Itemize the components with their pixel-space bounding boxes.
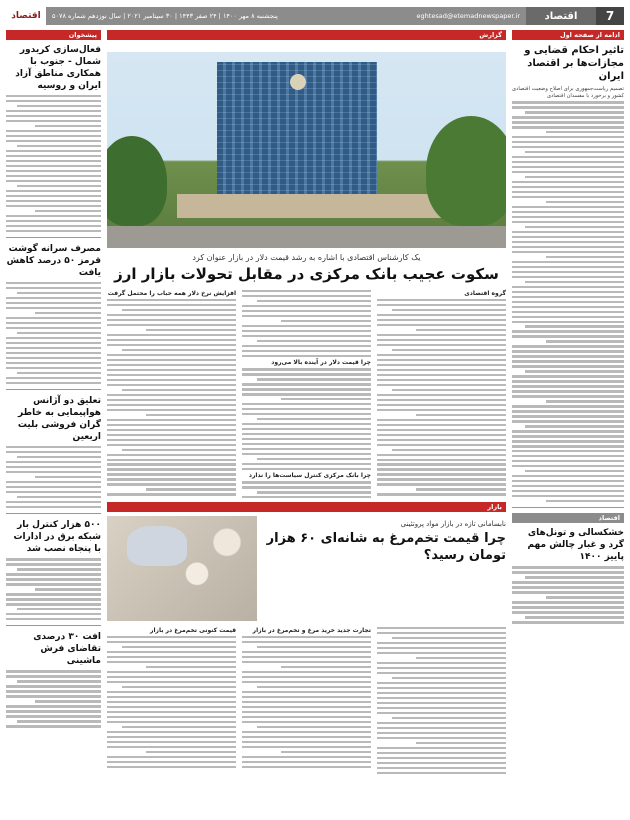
main-subhead: یک کارشناس اقتصادی با اشاره به رشد قیمت دلار در بازار عنوان کرد	[192, 253, 421, 262]
divider	[6, 513, 101, 514]
egg-article	[107, 516, 506, 621]
left-headline-1: فعال‌سازی کریدور شمال - جنوب با همکاری مناطق آزاد ایران و روسیه	[15, 45, 101, 91]
left-headline-2: مصرف سرانه گوشت قرمز ۵۰ درصد کاهش یافت	[6, 243, 101, 278]
egg-col-1	[377, 625, 506, 775]
egg-header	[263, 516, 506, 621]
central-bank-photo	[107, 52, 506, 248]
right-column	[512, 30, 624, 814]
egg-title: چرا قیمت تخم‌مرغ به شانه‌ای ۶۰ هزار تومان رسید؟	[266, 531, 506, 563]
article-col-2	[242, 288, 371, 498]
right-headline: تاثیر احکام قضایی و مجازات‌ها بر اقتصاد ایران	[524, 45, 624, 82]
col-head-3: چرا بانک مرکزی کنترل سیاست‌ها را ندارد	[248, 472, 371, 480]
date-line: پنجشنبه ۸ مهر ۱۴۰۰ | ۲۴ صفر ۱۴۴۳ | ۳۰ سپتامبر ۲۰۲۱ | سال نوزدهم شماره ۵۰۷۸	[52, 12, 278, 20]
tree-right	[426, 116, 506, 226]
right-tag: ادامه از صفحه اول	[512, 30, 624, 40]
brand-logo: اقتصاد	[11, 11, 41, 21]
egg-col-3	[107, 625, 236, 775]
left-body-2	[6, 282, 101, 384]
page-number: 7	[596, 7, 624, 25]
street	[107, 226, 506, 248]
left-body-1	[6, 95, 101, 232]
left-headline-4: ۵۰۰ هزار کنترل بار شبکه برق در ادارات با پنجاه نصب شد	[13, 520, 101, 555]
right-headline-2: خشکسالی و تونل‌های گرد و غبار چالش مهم پاییز ۱۴۰۰	[527, 528, 624, 563]
right-body-text	[512, 101, 624, 502]
article-col-3	[107, 288, 236, 498]
egg-tag: بازار	[107, 502, 506, 512]
left-body-5	[6, 670, 101, 727]
left-headline-5: افت ۳۰ درصدی تقاضای فرش ماشینی	[33, 632, 101, 667]
main-article-columns	[107, 288, 506, 498]
byline: گروه اقتصادی	[464, 290, 506, 297]
left-body-4	[6, 558, 101, 620]
page-header	[6, 6, 624, 26]
left-headline-3: تعلیق دو آژانس هواپیمایی به خاطر گران فروشی بلیت اربعین	[17, 396, 101, 443]
right-tag-2: اقتصاد	[512, 513, 624, 523]
divider	[6, 625, 101, 626]
section-label: اقتصاد	[526, 7, 596, 25]
egg-article-columns	[107, 625, 506, 775]
egg-col-2	[242, 625, 371, 775]
col-head-1: افزایش نرخ دلار همه حباب را محتمل گرفت	[107, 290, 236, 297]
egg-subhead: نابسامانی تازه در بازار مواد پروتئینی	[400, 520, 506, 528]
bank-logo-icon	[290, 74, 306, 90]
col-head-2: چرا قیمت دلار در آینده بالا می‌رود	[271, 359, 371, 367]
divider	[512, 507, 624, 508]
main-column	[107, 30, 506, 814]
main-tag: گزارش	[107, 30, 506, 40]
divider	[6, 237, 101, 238]
divider	[6, 389, 101, 390]
right-lead: تصمیم ریاست‌جمهوری برای اصلاح وضعیت اقتصادی کشور و برخورد با مفسدان اقتصادی	[512, 86, 624, 99]
building-base	[177, 194, 446, 218]
article-col-1	[377, 288, 506, 498]
left-column	[6, 30, 101, 814]
left-tag: پیشخوان	[6, 30, 101, 40]
right-body-text-2	[512, 566, 624, 623]
egg-col-head-2: تجارت جدید خرید مرغ و تخم‌مرغ در بازار	[252, 627, 371, 634]
tree-left	[107, 136, 167, 226]
egg-photo	[107, 516, 257, 621]
email-address: eghtesad@etemadnewspaper.ir	[416, 12, 520, 20]
egg-col-head-1: قیمت کنونی تخم‌مرغ در بازار	[150, 627, 236, 634]
left-body-3	[6, 446, 101, 508]
main-title: سکوت عجیب بانک مرکزی در مقابل تحولات بازار ارز	[114, 265, 499, 283]
date-bar	[46, 7, 526, 25]
